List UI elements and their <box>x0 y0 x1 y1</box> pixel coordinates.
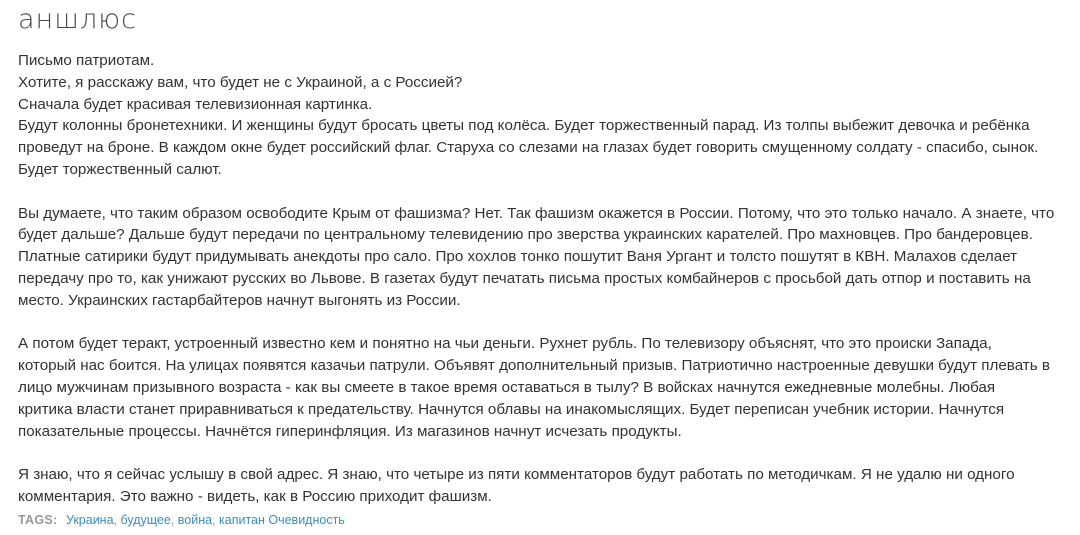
text-line: Письмо патриотам. <box>18 52 155 69</box>
post-paragraph <box>18 203 1068 312</box>
text-line: Будут колонны бронетехники. И женщины будут бросать цветы под колёса. Будет торжественный парад. Из толпы выбежит девочка и ребёнка <box>18 117 1030 135</box>
post-paragraph <box>18 50 1068 181</box>
tags-label: TAGS: <box>18 513 58 527</box>
text-line: Будет торжественный салют. <box>18 160 222 178</box>
text-line: место. Украинских гастарбайтеров начнут выгонять из России. <box>18 291 461 309</box>
tag-link-ukraine[interactable]: Украина <box>65 513 114 527</box>
post-paragraph <box>18 333 1068 442</box>
text-line: будет дальше? Дальше будут передачи по центральному телевидению про зверства украинских карателей. Про махновцев. Про бандеровцев. <box>18 226 1033 244</box>
text-line: Хотите, я расскажу вам, что будет не с Украиной, а с Россией? <box>18 73 463 91</box>
text-line: лицо мужчинам призывного возраста - как вы смеете в такое время оставаться в тылу? В войсках начнутся ежедневные молебны. Любая <box>18 378 996 396</box>
text-line: передачу про то, как унижают русских во Львове. В газетах будут печатать письма простых комбайнеров с просьбой дать отпор и поставить на <box>18 269 1031 287</box>
post-title: аншлюс <box>18 4 137 35</box>
tag-link-war[interactable]: война <box>177 513 213 527</box>
post-paragraph <box>18 464 1068 508</box>
tag-separator: , <box>113 513 121 527</box>
text-line: Платные сатирики будут придумывать анекдоты про сало. Про хохлов тонко пошутит Ваня Ургант и толсто пошутят в КВН. Малахов сделает <box>18 248 1018 266</box>
text-line: Я знаю, что я сейчас услышу в свой адрес. Я знаю, что четыре из пяти комментаторов будут работать по методичкам. Я не удалю ни одного <box>18 466 1015 484</box>
text-line: Сначала будет красивая телевизионная картинка. <box>18 95 373 113</box>
blog-post <box>18 0 1068 530</box>
text-line: показательные процессы. Начнётся гиперинфляция. Из магазинов начнут исчезать продукты. <box>18 422 682 440</box>
text-line: А потом будет теракт, устроенный известно кем и понятно на чьи деньги. Рухнет рубль. По телевизору объяснят, что это происки Запада, <box>18 335 992 353</box>
tag-link-captain-obvious[interactable]: капитан Очевидность <box>219 513 345 527</box>
tag-separator: , <box>170 513 178 527</box>
post-tags <box>18 511 345 529</box>
post-body <box>18 50 1068 508</box>
text-line: который нас боится. На улицах появятся казачьи патрули. Объявят дополнительный призыв. Патриотично настроенные девушки будут плевать в <box>18 357 1050 375</box>
text-line: Вы думаете, что таким образом освободите Крым от фашизма? Нет. Так фашизм окажется в России. Потому, что это только начало. А знаете, что <box>18 204 1055 222</box>
tag-link-future[interactable]: будущее <box>120 513 171 527</box>
tag-separator: , <box>212 513 220 527</box>
text-line: комментария. Это важно - видеть, как в Россию приходит фашизм. <box>18 487 492 505</box>
text-line: критика власти станет приравниваться к предательству. Начнутся облавы на инакомыслящих. Будет переписан учебник истории. Начнутся <box>18 400 1005 418</box>
text-line: проведут на броне. В каждом окне будет российский флаг. Старуха со слезами на глазах будет говорить смущенному солдату - спасибо, сынок. <box>18 139 1039 157</box>
